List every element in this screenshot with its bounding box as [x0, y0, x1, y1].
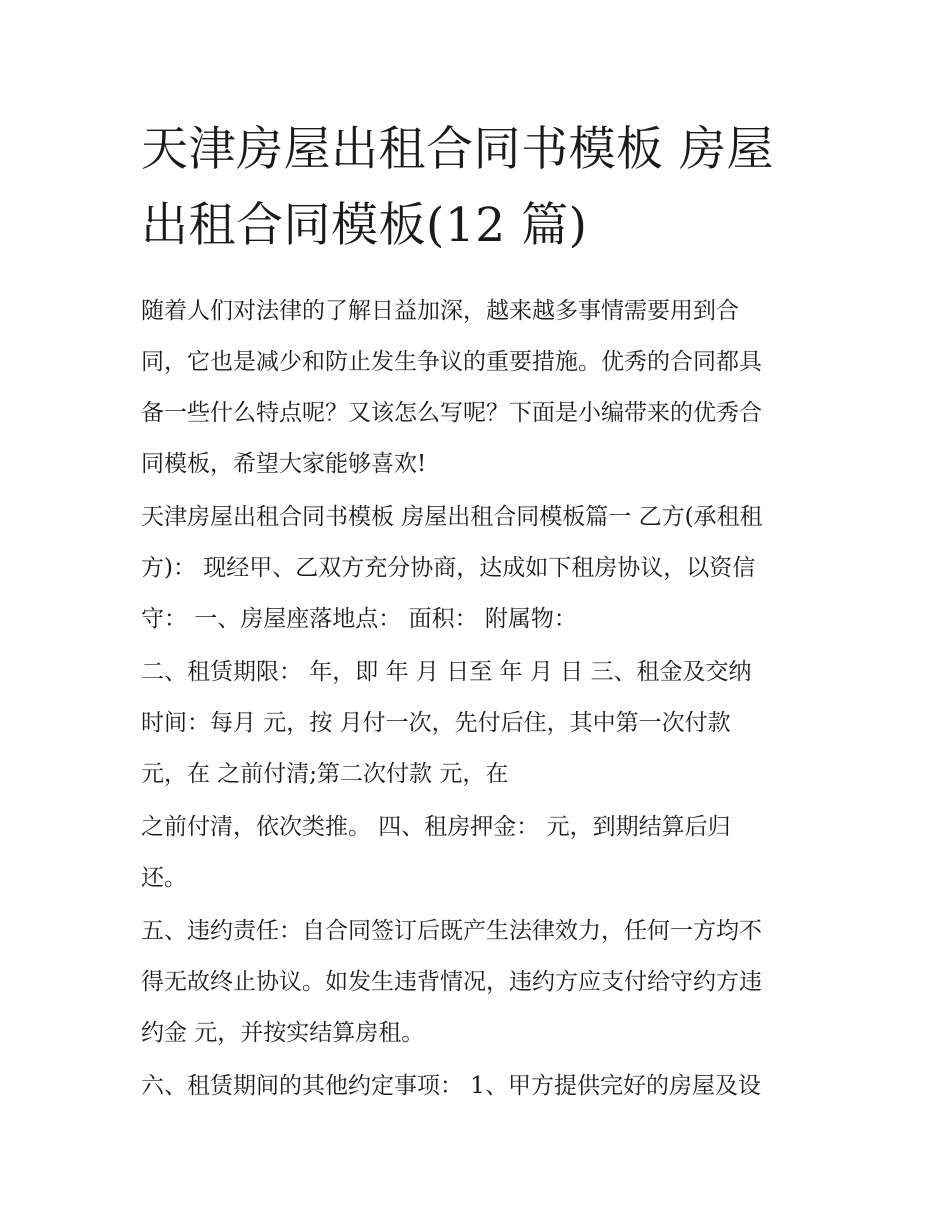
text-line: 元，在 之前付清;第二次付款 元，在 [141, 761, 509, 787]
intro-paragraph [141, 286, 821, 490]
text-line: 同模板，希望大家能够喜欢! [141, 451, 427, 477]
contract-paragraph-4 [141, 906, 821, 1059]
contract-paragraph-2 [141, 647, 821, 800]
document-body [141, 112, 821, 1114]
text-line: 还。 [141, 865, 187, 891]
text-line: 六、租赁期间的其他约定事项： 1、甲方提供完好的房屋及设 [141, 1073, 761, 1099]
text-line: 得无故终止协议。如发生违背情况，违约方应支付给守约方违 [141, 969, 762, 995]
text-line: 天津房屋出租合同书模板 房屋出租合同模板篇一 乙方(承租租 [141, 504, 763, 530]
contract-paragraph-1 [141, 492, 821, 645]
text-line: 备一些什么特点呢？又该怎么写呢？下面是小编带来的优秀合 [141, 400, 762, 426]
text-line: 守： 一、房屋座落地点： 面积： 附属物： [141, 606, 577, 632]
text-line: 随着人们对法律的了解日益加深，越来越多事情需要用到合 [141, 298, 739, 324]
text-line: 时间：每月 元，按 月付一次，先付后住，其中第一次付款 [141, 710, 731, 736]
text-line: 之前付清，依次类推。 四、租房押金： 元，到期结算后归 [141, 814, 731, 840]
text-line: 方)： 现经甲、乙双方充分协商，达成如下租房协议，以资信 [141, 555, 756, 581]
text-line: 约金 元，并按实结算房租。 [141, 1020, 425, 1046]
text-line: 二、租赁期限： 年，即 年 月 日至 年 月 日 三、租金及交纳 [141, 659, 752, 685]
contract-paragraph-3 [141, 802, 821, 904]
text-line: 五、违约责任：自合同签订后既产生法律效力，任何一方均不 [141, 918, 762, 944]
document-title [141, 112, 821, 264]
title-line: 天津房屋出租合同书模板 房屋 [141, 122, 774, 177]
text-line: 同，它也是减少和防止发生争议的重要措施。优秀的合同都具 [141, 349, 762, 375]
title-line: 出租合同模板(12 篇) [141, 198, 588, 253]
contract-paragraph-5 [141, 1061, 821, 1112]
